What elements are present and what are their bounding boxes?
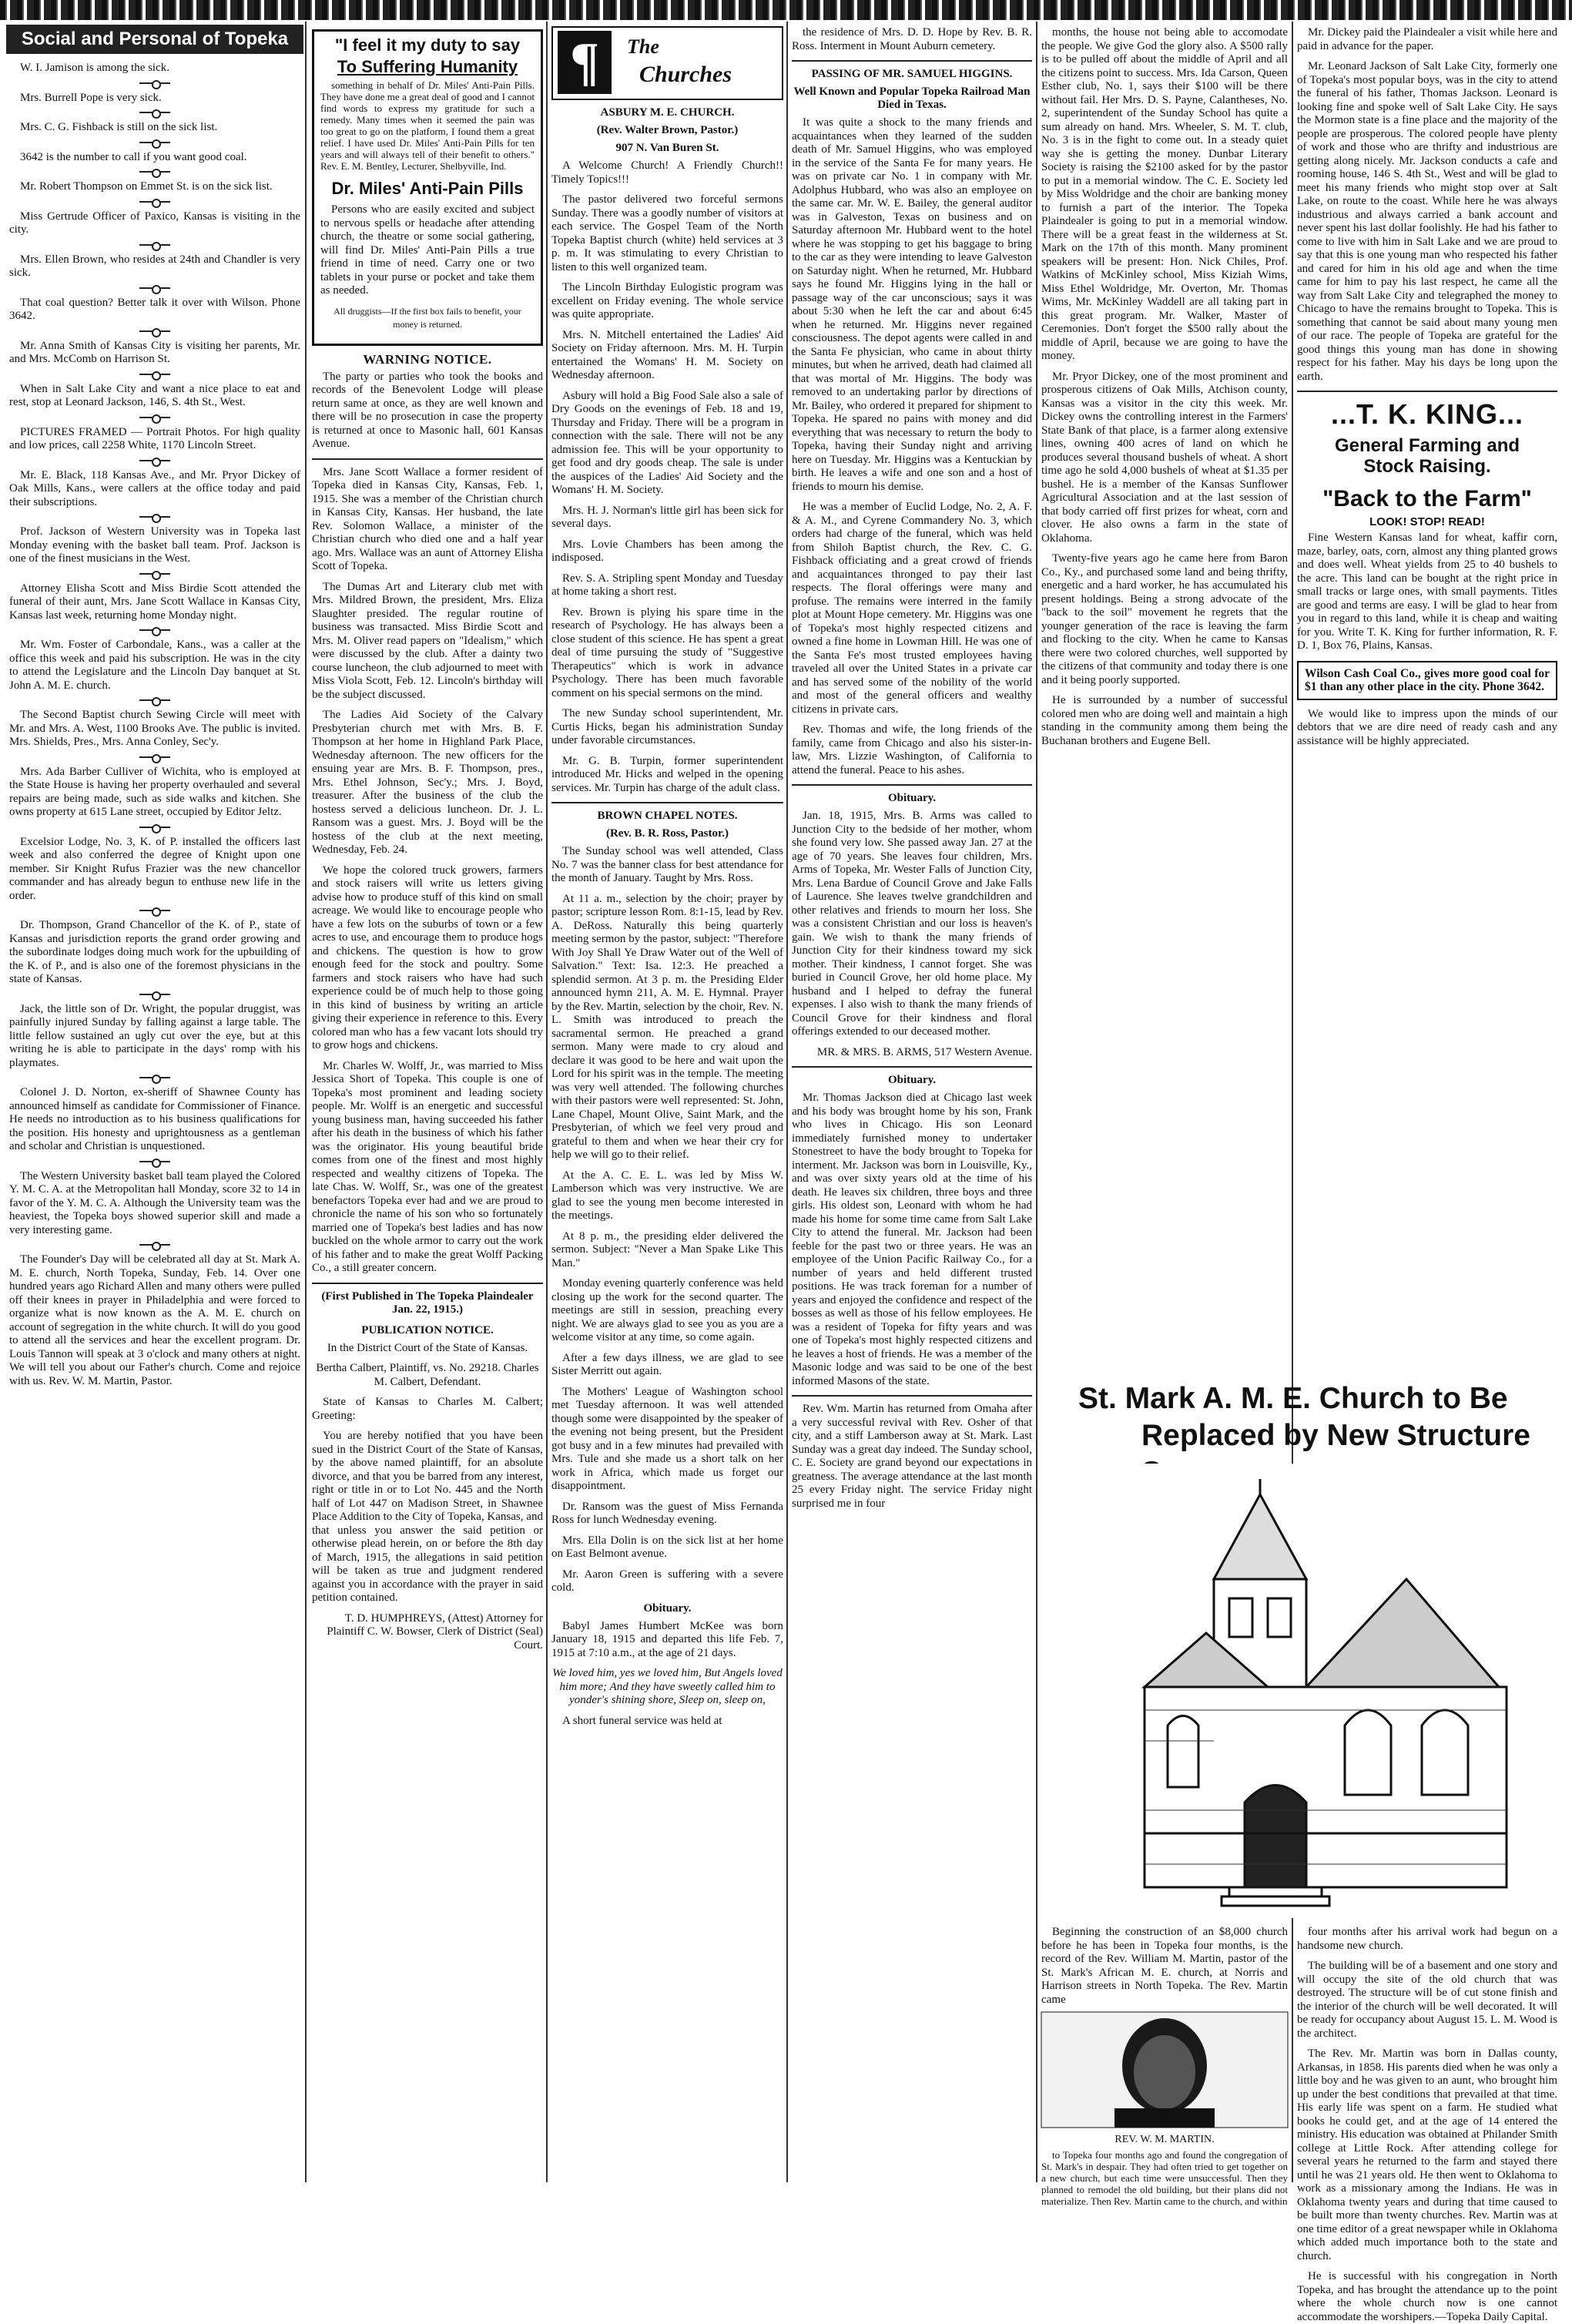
asbury-pastor: (Rev. Walter Brown, Pastor.) <box>596 124 739 136</box>
column-higgins <box>792 26 1032 2181</box>
ad-testimonial: something in behalf of Dr. Miles' Anti-Pain Pills. They have done me a great deal of good and I cannot find words to express my gratitude for such a remedy. Many times when it seemed the pain was too great to go on the platform, I found them a great relief. I have used Dr. Miles' Anti-Pain Pills for ten years and will always tell of their benefit to others." Rev. E. M. Bentley, Lecturer, Shelbyville, Ind. <box>320 79 535 172</box>
item-separator <box>139 112 170 113</box>
legal-court: In the District Court of the State of Kansas. <box>327 1341 528 1354</box>
asbury-paragraph: Mr. G. B. Turpin, former superintendent introduced Mr. Hicks and welped in the opening services. Mr. Turpin has charge of the adult class. <box>551 754 783 794</box>
item-separator <box>139 1077 170 1078</box>
brown-chapel-paragraph: After a few days illness, we are glad to see Sister Merritt out again. <box>551 1351 783 1377</box>
item-separator <box>139 994 170 995</box>
rally-paragraph: Mr. Pryor Dickey, one of the most prominent and prosperous citizens of Oak Mills, Atchison county, Kansas was a visitor in the city this week. Mr. Dickey owns the controlling interest in the Farmers' State Bank of that place, is a farmer along extensive lines, owning 400 acres of land on which he produces several thousand bushels of wheat. A short time ago he sold 4,000 bushels of wheat at $1.35 per bushel. He is a member of the Kansas Sunflower Agricultural Association and at the last session of that body carried off first prizes for wheat, corn and clover. He also owns a farm in the state of Oklahoma. <box>1041 370 1288 545</box>
social-item-paragraph: The Second Baptist church Sewing Circle will meet with Mr. and Mrs. A. West, 1100 Brooks Ave. The public is invited. Mrs. Shields, Pres., Mrs. Anna Conley, Sec'y. <box>9 709 300 748</box>
wilson-coal-ad <box>1297 661 1557 700</box>
stmark-left-text <box>1041 1926 1288 2018</box>
item-separator <box>139 516 170 518</box>
jackson-paragraph: Mr. Leonard Jackson of Salt Lake City, formerly one of Topeka's most popular boys, was in the city to attend the funeral of his father, Thomas Jackson. Leonard is looking fine and spoke well of Salt Lake City. He says the Mormon state is a fine place and the majority of the people are prosperous. The colored people have plenty of work and those who are thrifty and industrious are getting along nicely. Mr. Jackson conducts a cafe and rooming house, 146 S. 4th St., West and will be glad to meet his many friends who might stop over at Salt Lake, on route to the coast. While here he was always industrious and always carried a bank account and never spent his last dollar foolishly. He had his father to come to live with him in Salt Lake and we are proud to say that this is one young man who respected his father and cared for him in his old age and when the time came for him to pay his last respect, he came all the way from Salt Lake City and telegraphed the money to Chicago to have the remains brought to Topeka. This is something that cannot be said about many young men of our race. The people of Topeka are grateful for the good things this young man has done in showing respect for his father. May his days be long upon the earth. <box>1297 60 1557 383</box>
divider <box>312 1283 543 1284</box>
social-item-paragraph: Mr. Anna Smith of Kansas City is visiting her parents, Mr. and Mrs. McComb on Harrison St. <box>9 339 300 365</box>
notice-paragraph: Mrs. Jane Scott Wallace a former resident of Topeka died in Kansas City, Kansas, Feb. 1, 1915. She was a member of the Christian church in Kansas City, Kansas. Her husband, the late Rev. Solomon Wallace, a minister of the Christian church who died one and a half year ago. Mrs. Wallace was an aunt of Attorney Elisha Scott of Topeka. <box>312 465 543 572</box>
notice-paragraph: Mr. Charles W. Wolff, Jr., was married to Miss Jessica Short of Topeka. This couple is one of Topeka's most prominent and leading society people. Mr. Wolff is an energetic and successful young business man, having succeeded his father after his death in the business of which his father was the originator. His young beautiful bride comes from one of the finest and most highly respected and wealthy citizens of Topeka. The late Chas. W. Wolff, Sr., was one of the greatest benefactors Topeka ever had and we are proud to chronicle the name of his son who so fortunately married one of Topeka's best ladies and has now buckled on the whole armor to carry out the work of his father and to make the great Wolff Packing Co., a still greater concern. <box>312 1059 543 1274</box>
higgins-paragraphs <box>792 116 1032 777</box>
rally-paragraph: He is surrounded by a number of successful colored men who are doing well and maintain a high standing in the community among them being the Buchanan brothers and Eugene Bell. <box>1041 694 1288 747</box>
asbury-paragraphs <box>551 193 783 795</box>
social-item-paragraph: Mr. Robert Thompson on Emmet St. is on the sick list. <box>20 180 273 193</box>
asbury-paragraph: The Lincoln Birthday Eulogistic program was excellent on Friday evening. The whole service was quite appropriate. <box>551 281 783 320</box>
stmark-left-paragraph: Beginning the construction of an $8,000 church before he has been in Topeka four months, is the record of the Rev. William M. Martin, pastor of the St. Mark's African M. E. church, at Norris and Harrison streets in North Topeka. The Rev. Martin came <box>1041 1926 1288 2006</box>
church-illustration <box>1114 1464 1534 1918</box>
social-item-paragraph: The Western University basket ball team played the Colored Y. M. C. A. at the Metropolitan hall Monday, score 32 to 14 in favor of the Y. M. C. A. Although the University team was the heaviest, the Topeka boys showed superior skill and made a very interesting game. <box>9 1169 300 1236</box>
social-item-paragraph: When in Salt Lake City and want a nice place to eat and rest, stop at Leonard Jackson, 146, S. 4th St., West. <box>9 382 300 408</box>
stmark-right-text <box>1297 1926 1557 2323</box>
item-separator <box>139 374 170 375</box>
social-item-paragraph: PICTURES FRAMED — Portrait Photos. For high quality and low prices, call 2258 White, 1170 Lincoln Street. <box>9 425 300 451</box>
obituary-jackson-body: Mr. Thomas Jackson died at Chicago last week and his body was brought home by his son, Frank who lives in Chicago. His son Leonard immediately furnished money to undertaker Stonestreet to have the body brought to Topeka for interment. Mr. Jackson was born in Louisville, Ky., and was over sixty years old at the time of his death. He leaves six children, three boys and three girls. His oldest son, Leonard with whom he had made his home for some time came from Salt Lake City to attend the funeral. Mr. Jackson had been feeble for the past two or three years. He was an employee of the Union Pacific Railway Co., for a number of years and held different trusted positions. He was track foreman for a number of years and enjoyed the confidence and respect of the bosses as well as those of his fellow employees. He was a resident of Topeka for fifty years and was one of Topeka's most highly respected citizens and he leaves a host of friends. He was a member of the Masonic lodge and was said to be one of the best informed Masons of the state. <box>792 1092 1032 1387</box>
item-separator <box>139 573 170 575</box>
divider <box>792 1395 1032 1397</box>
social-item-paragraph: 3642 is the number to call if you want good coal. <box>20 150 247 163</box>
column-stmark-rally <box>1041 26 1288 1364</box>
item-separator <box>139 1161 170 1162</box>
obituary-title: Obituary. <box>643 1601 692 1615</box>
divider <box>312 458 543 460</box>
ad-body-text: Persons who are easily excited and subject to nervous spells or headache after attending church, the theatre or some social gathering, will find Dr. Miles' Anti-Pain Pills a true friend in time of need. Carry one or two tablets in your purse or pocket and take them as needed. <box>320 203 535 297</box>
legal-parties: Bertha Calbert, Plaintiff, vs. No. 29218. Charles M. Calbert, Defendant. <box>316 1362 539 1388</box>
tk-king-line1: General Farming and <box>1334 435 1520 456</box>
divider <box>792 60 1032 62</box>
stmark-headline-line1: St. Mark A. M. E. Church to Be <box>1078 1382 1508 1415</box>
asbury-paragraph: Asbury will hold a Big Food Sale also a sale of Dry Goods on the evenings of Feb. 18 and 19, Thursday and Friday. There will be a program in connection with the sale. There will not be any admission fee. This will be your opportunity to get food and dry goods cheap. The sale is under the auspices of the Ladies' Aid Society and the Womans' H. M. Society. <box>551 389 783 496</box>
item-separator <box>139 287 170 289</box>
brown-chapel-paragraphs <box>551 845 783 1595</box>
divider <box>551 802 783 803</box>
item-separator <box>139 1244 170 1246</box>
wilson-coal-text: Wilson Cash Coal Co., gives more good coal for $1 than any other place in the city. Phone 3642. <box>1305 666 1550 693</box>
item-separator <box>139 756 170 758</box>
brown-chapel-paragraph: The Mothers' League of Washington school met Tuesday afternoon. It was well attended though some were disappointed by the speaker of the evening not being present, but the President got busy and in a few minutes had prevailed with Mrs. Tule and she made us a short talk on her work in Africa, which made us forget our disappointment. <box>551 1385 783 1492</box>
item-separator <box>139 910 170 911</box>
asbury-paragraph: Mrs. H. J. Norman's little girl has been sick for several days. <box>551 504 783 530</box>
social-item-paragraph: Excelsior Lodge, No. 3, K. of P. installed the officers last week and also conferred the degree of Knight upon one member. Sir Knight Rufus Frazier was the new chancellor commander and has already begun to enthuse new life in the order. <box>9 835 300 902</box>
social-item-paragraph: The Founder's Day will be celebrated all day at St. Mark A. M. E. church, North Topeka, Sunday, Feb. 14. Over one hundred years ago Richard Allen and many others were pulled off their knees in prayer in Philadelphia and were forced to organize what is now known as the A. M. E. church on account of segregation in the white church. It will do you good to attend all the services and hear the excellent program. Dr. Louis Tannon will speak at 3 o'clock and many others at night. We will tell you about our Father's church. Come and rejoice with us. Rev. W. M. Martin, Pastor. <box>9 1253 300 1387</box>
brown-chapel-paragraph: At 8 p. m., the presiding elder delivered the sermon. Subject: "Never a Man Spake Like This Man." <box>551 1229 783 1269</box>
brown-chapel-paragraph: At 11 a. m., selection by the choir; prayer by pastor; scripture lesson Rom. 8:1-15, lead by Rev. A. DeRoss. Naturally this being quarterly meeting sermon by the pastor, subject: "Therefore With Joy Shall Ye Draw Water out of the Well of Salvation." Text: Isa. 12:3. He preached a splendid sermon. At 3 p. m. the Presiding Elder announced hymn 211, A. M. E. Hymnal. Prayer by the Rev. Martin, selection by the choir, Rev. N. L. Smith was introduced to preach the sacramental sermon. He preached a grand sermon. Many were made to cry aloud and declare it was good to be here and wait upon the Lord for his spirit was in the temple. The meeting was very well attended. The following churches with their pastors were well represented: St. John, Lane Chapel, Mount Olive, Saint Mark, and the Presbyterian, of which we feel very proud and grateful to them and when we hear their cry for help we will go to their relief. <box>551 892 783 1161</box>
rally-paragraph: Twenty-five years ago he came here from Baron Co., Ky., and purchased some land and being thrifty, energetic and a hard worker, he has accumulated his present holdings. Being a strong advocate of the "back to the soil" movement he regrets that the younger generation of the race is leaving the farm and flocking to the city. When he came to Kansas there were two colored churches, well supported by the citizens of that community and today there is one and it being poorly supported. <box>1041 552 1288 686</box>
ad-headline-1: "I feel it my duty to say <box>334 35 521 55</box>
asbury-paragraph: The pastor delivered two forceful sermons Sunday. There was a goodly number of visitors at each service. The Gospel Team of the North Topeka Baptist church (white) held services at 3 p. m. It was stimulating to every Christian to listen to this well organized team. <box>551 193 783 273</box>
stmark-right-intro: four months after his arrival work had begun on a handsome new church. <box>1297 1926 1557 1952</box>
notices-paragraphs <box>312 466 543 1276</box>
social-personal-title: Social and Personal of Topeka <box>6 25 303 54</box>
column-jackson-king <box>1297 26 1557 1364</box>
brown-chapel-title: BROWN CHAPEL NOTES. <box>597 810 738 822</box>
item-separator <box>139 82 170 84</box>
column-rule <box>1036 22 1037 2182</box>
jackson-paragraph: Mr. Dickey paid the Plaindealer a visit while here and paid in advance for the paper. <box>1297 26 1557 52</box>
social-item-paragraph: Miss Gertrude Officer of Paxico, Kansas is visiting in the city. <box>9 210 300 236</box>
dr-miles-advertisement <box>312 29 543 346</box>
brown-chapel-paragraph: Mrs. Ella Dolin is on the sick list at her home on East Belmont avenue. <box>551 1534 783 1560</box>
obituary-arms-signature: MR. & MRS. B. ARMS, 517 Western Avenue. <box>816 1045 1032 1058</box>
obituary-jackson-title: Obituary. <box>887 1074 937 1086</box>
rally-paragraphs <box>1041 26 1288 748</box>
column-social-personal <box>9 26 300 2181</box>
social-item-paragraph: Jack, the little son of Dr. Wright, the popular druggist, was painfully injured Sunday by falling against a large table. The little fellow sustained an ugly cut over the eye, but at this writing he is able to participate in the days' romp with his playmates. <box>9 1002 300 1069</box>
brown-chapel-paragraph: Dr. Ransom was the guest of Miss Fernanda Ross for lunch Wednesday evening. <box>551 1500 783 1526</box>
stmark-right-paragraph: The Rev. Mr. Martin was born in Dallas county, Arkansas, in 1858. His parents died when he was only a little boy and he was given to an aunt, who brought him up under the best conditions that prevailed at that time. His early life was spent on a farm. He studied what books he could get, and at the age of 14 entered the ministry. His education was obtained at Philander Smith college at Little Rock. After attending college for several years he returned to the farm and stayed there until he was 21 years old. He then went to Oklahoma to work as a missionary among the Indians. He was in Oklahoma twenty years and during that time caused to be built more than twenty churches. Rev. Martin was at one time editor of a great newspaper while in Oklahoma which added much importance both to the state and church. <box>1297 2047 1557 2262</box>
asbury-paragraph: Rev. Brown is plying his spare time in the research of Psychology. He has always been a close student of this science. He has spent a great deal of time pursuing the study of "Suggestive Therapeutics" which is work in advance Psychology. There has been much favorable comment on his special sermons on the mind. <box>551 605 783 699</box>
item-separator <box>139 201 170 203</box>
jackson-paragraphs <box>1297 26 1557 384</box>
column-rule <box>546 22 548 2182</box>
item-separator <box>139 460 170 461</box>
warning-notice-title: WARNING NOTICE. <box>363 351 492 367</box>
asbury-title: ASBURY M. E. CHURCH. <box>600 106 735 119</box>
divider <box>1297 391 1557 392</box>
martin-portrait-block <box>1041 2012 1288 2207</box>
asbury-paragraph: Mrs. Lovie Chambers has been among the indisposed. <box>551 538 783 564</box>
obituary-arms-title: Obituary. <box>887 792 937 804</box>
divider <box>792 1066 1032 1068</box>
debtors-notice: We would like to impress upon the minds of our debtors that we are dire need of ready cash and any assistance will be highly appreciated. <box>1297 707 1557 747</box>
stmark-right-paragraph: He is successful with his congregation in North Topeka, and has brought the attendance up to the point where the whole church now is one cannot accommodate the worshipers.—Topeka Daily Capital. <box>1297 2270 1557 2323</box>
social-item-paragraph: Mrs. Ellen Brown, who resides at 24th and Chandler is very sick. <box>9 253 300 279</box>
warning-notice-body: The party or parties who took the books and records of the Benevolent Lodge will please return same at once, as they are well known and there will be no prosecution in case the property is returned at once to Masonic hall, 601 Kansas Avenue. <box>312 370 543 450</box>
brown-chapel-paragraph: Mr. Aaron Green is suffering with a severe cold. <box>551 1568 783 1594</box>
legal-greeting: State of Kansas to Charles M. Calbert; Greeting: <box>312 1396 543 1422</box>
martin-caption: REV. W. M. MARTIN. <box>1114 2134 1215 2145</box>
social-item-paragraph: Prof. Jackson of Western University was in Topeka last Monday evening with the basket ball team. Prof. Jackson is one of the finest musicians in the West. <box>9 525 300 565</box>
stmark-right-building: The building will be of a basement and one story and will occupy the site of the old church that was destroyed. The structure will be of cut stone finish and the interior of the church will be well decorated. It will be ready for occupancy about August 15. L. M. Wood is the architect. <box>1297 1960 1557 2040</box>
divider <box>792 784 1032 786</box>
churches-header-the: The <box>627 35 659 58</box>
legal-body: You are hereby notified that you have been sued in the District Court of the State of Kansas, by the above named plaintiff, for an absolute divorce, and that you be barred from any interest, right or title in or to Lot No. 445 and the North half of Lot 447 on Madison Street, in Shawnee Place Addition to the City of Topeka, Kansas, and that unless you answer the said petition or otherwise plead herein, on or before the 8th day of March, 1915, the allegations in said petition will be taken as true and judgment rendered against you in accordance with the prayer in said petition contained. <box>312 1430 543 1604</box>
higgins-title: PASSING OF MR. SAMUEL HIGGINS. <box>811 68 1013 80</box>
item-separator <box>139 827 170 828</box>
obituary-body: Babyl James Humbert McKee was born January 18, 1915 and departed this life Feb. 7, 1915 at 7:10 a.m., at the age of 21 days. <box>551 1619 783 1659</box>
look-stop-read: LOOK! STOP! READ! <box>1369 515 1485 528</box>
notice-paragraph: We hope the colored truck growers, farmers and stock raisers will write us letters giving advise how to produce stuff of this kind on small acreage. We would like to encourage people who have a few lots on the suburbs of town or a few acres to use, and encourage them to produce hogs and chickens. The question is how to grow enough feed for the stock and poultry. Some farmers and stock raisers who have had such experience could be of much help to those going in this kind of business by writing an article giving their experience in reference to this. Every colored man who has a few vacant lots should try to grow hogs and chickens. <box>312 864 543 1051</box>
social-item-paragraph: Attorney Elisha Scott and Miss Birdie Scott attended the funeral of their aunt, Mrs. Jane Scott Wallace in Kansas City, Kansas last week, returning home Monday night. <box>9 582 300 622</box>
item-separator <box>139 171 170 173</box>
column-notices <box>312 26 543 2181</box>
martin-paragraph: Rev. Wm. Martin has returned from Omaha after a very successful revival with Rev. Osher of that city, and a stiff Lamberson away at St. Mark. Last Sunday was a great day indeed. The Sunday school, C. E. Society are grand beyond our expectations in greatness. The average attendance at the last month 25 every Friday night. The service Friday night surprised me in four <box>792 1403 1032 1510</box>
churches-section-header <box>551 26 783 100</box>
rally-paragraph: months, the house not being able to accomodate the people. We give God the glory also. A $500 rally is to be pulled off about the middle of April and all the citizens point to success. Mrs. Ida Carson, Queen Esther club, No. 1, says their $100 will be there without fail. Her Mrs. D. S. Payne, Calantheses, No. 2, superintendent of the Sunday School has quite a sum already on hand. Mrs. Wheeler, S. M. T. club, No. 3 is in the fight to come out. In a steady quiet way she is getting the money. Dunbar Literary Society is raising the $2100 asked for by the pastor to put in a memorial window. The C. E. Society led by Miss Woldridge and the choir are banking money to furnish a part of the interior. The Topeka Plaindealer is going to put in a memorial window. There will be a great feast in the wilderness at St. Mark on the 17th of this month. Many prominent speakers will be present: Hon. Nick Chiles, Prof. Watkins of McKinley school, Miss Kiziah Wims, Miss Ethel Woldridge, Mr. Overton, Mr. Thomas Wims, Mr. McKinley Waddell are all taking part in this great program. Mr. Walker, Master of Ceremonies. Don't forget the $500 rally about the middle of April, because we are going to have the money. <box>1041 26 1288 362</box>
brown-chapel-paragraph: Monday evening quarterly conference was held closing up the work for the second quarter. The meetings are still in session, preaching every night. We are always glad to see you as you are a welcome visitor at any time, so come again. <box>551 1277 783 1343</box>
legal-signature: T. D. HUMPHREYS, (Attest) Attorney for Plaintiff C. W. Bowser, Clerk of District (Seal) Court. <box>327 1611 543 1652</box>
asbury-paragraph: Mrs. N. Mitchell entertained the Ladies' Aid Society on Friday afternoon. Mrs. M. H. Turpin entertained the Womans' H. M. Society on Wednesday afternoon. <box>551 328 783 381</box>
page-top-edge <box>0 0 1572 20</box>
higgins-subtitle: Well Known and Popular Topeka Railroad Man Died in Texas. <box>793 86 1031 111</box>
social-item-paragraph: Mrs. C. G. Fishback is still on the sick list. <box>20 121 218 133</box>
pilcrow-icon: ¶ <box>558 31 612 94</box>
asbury-paragraph: Rev. S. A. Stripling spent Monday and Tuesday at home taking a short rest. <box>551 572 783 598</box>
item-separator <box>139 142 170 143</box>
higgins-paragraph: He was a member of Euclid Lodge, No. 2, A. F. & A. M., and Cyrene Commandery No. 3, which orders had charge of the funeral, which was held from Shiloh Baptist church, the Rev. C. G. Fishback officiating and a great crowd of friends and acquaintances thronged to pay their last respects. The floral offerings were many and profuse. The remains were interred in the family plot at Mount Hope cemetery. Mr. Higgins was one of Topeka's most highly respected citizens and owned a fine home in Lowman Hill. He was one of the Santa Fe's most trusted employees having traveled all over the United States in a private car and has served some of the nobility of the world and most of the general officers and wealthy citizens in private cars. <box>792 501 1032 716</box>
obituary-arms-body: Jan. 18, 1915, Mrs. B. Arms was called to Junction City to the bedside of her mother, whom she found very low. She passed away Jan. 27 at the age of 70 years. She leaves four children, Mrs. Arms of Topeka, Mr. Wester Falls of Junction City, Mrs. Lena Bardue of Council Grove and Jake Falls of Laurence. She leaves twelve grandchildren and other relatives and friends to mourn her loss. She was a consistent Christian and our loss is heaven's gain. We wish to thank the many friends of Junction City for their kindness toward my sick mother. Their kindness, I cannot forget. She was buried in Council Grove, her old home place. My husband and I helped to defray the funeral expenses. I also wish to thank the many friends of Council Grove for their kindness and floral offerings extended to our deceased mother. <box>792 810 1032 1038</box>
ad-footer: All druggists—If the first box fails to benefit, your money is returned. <box>334 305 521 330</box>
stmark-left-paragraph-2: to Topeka four months ago and found the congregation of St. Mark's in despair. They had often tried to get together on a new church, but each time were unsuccessful. Then they planned to remodel the old building, but their plans did not materialize. Then Rev. Martin came to the church, and within <box>1041 2149 1288 2207</box>
ad-brand-name: Dr. Miles' Anti-Pain Pills <box>331 179 524 198</box>
social-item-paragraph: Dr. Thompson, Grand Chancellor of the K. of P., state of Kansas and jurisdiction reports the grand order growing and the subordinate lodges doing much work for the upbuilding of the K. of P., and is also one of the foremost physicians in the state of Kansas. <box>9 919 300 985</box>
legal-notice-title: PUBLICATION NOTICE. <box>361 1323 494 1336</box>
item-separator <box>139 330 170 332</box>
column-rule <box>305 22 307 2182</box>
asbury-tagline: A Welcome Church! A Friendly Church!! Timely Topics!!! <box>551 159 783 186</box>
obituary-end: A short funeral service was held at <box>562 1714 722 1727</box>
item-separator <box>139 417 170 418</box>
column-churches <box>551 26 783 2181</box>
higgins-paragraph: Rev. Thomas and wife, the long friends of the family, came from Chicago and also his sister-in-law, Mrs. Lizzie Washington, of California to attend the funeral. Peace to his ashes. <box>792 723 1032 776</box>
brown-chapel-paragraph: At the A. C. E. L. was led by Miss W. Lamberson which was very instructive. We are glad to see the young men become interested in the meetings. <box>551 1169 783 1222</box>
stmark-headline-line2: Replaced by New Structure <box>1141 1419 1530 1452</box>
asbury-paragraph: The new Sunday school superintendent, Mr. Curtis Hicks, began his administration Sunday under favorable circumstances. <box>551 707 783 746</box>
social-item-paragraph: Mr. E. Black, 118 Kansas Ave., and Mr. Pryor Dickey of Oak Mills, Kans., were callers at the office today and paid their subscriptions. <box>9 468 300 508</box>
social-item-paragraph: Colonel J. D. Norton, ex-sheriff of Shawnee County has announced himself as candidate for Commissioner of Finance. He needs no introduction as to his business qualifications for the position. His honesty and uprightousness as a gentleman and scholar and Christian is unquestioned. <box>9 1086 300 1152</box>
social-items-list <box>9 62 300 1388</box>
tk-king-name: ...T. K. KING... <box>1330 398 1524 430</box>
legal-publication-line: (First Published in The Topeka Plaindealer Jan. 22, 1915.) <box>321 1289 534 1316</box>
ad-headline-2: To Suffering Humanity <box>337 57 518 76</box>
brown-chapel-paragraph: The Sunday school was well attended, Class No. 7 was the banner class for best attendance for the month of January. Taught by Mrs. Ross. <box>551 845 783 884</box>
column-rule <box>786 22 788 2182</box>
social-item-paragraph: Mrs. Burrell Pope is very sick. <box>20 91 162 104</box>
churches-header-title: Churches <box>639 62 732 87</box>
social-item-paragraph: Mrs. Ada Barber Culliver of Wichita, who is employed at the State House is having her property overhauled and several repairs are being made, such as side walks and kitchen. She owns property at 615 Lane street, occupied by Editor Jeltz. <box>9 765 300 818</box>
item-separator <box>139 629 170 631</box>
item-separator <box>139 699 170 701</box>
brown-chapel-pastor: (Rev. B. R. Ross, Pastor.) <box>605 827 729 840</box>
tk-king-line2: Stock Raising. <box>1363 456 1491 477</box>
social-item-paragraph: Mr. Wm. Foster of Carbondale, Kans., was a caller at the office this week and paid his subscription. He was in the city to attend the Legislature and the Lincoln Day banquet at St. John A. M. E. church. <box>9 639 300 692</box>
item-separator <box>139 244 170 246</box>
obituary-poem: We loved him, yes we loved him, But Angels loved him more; And they have sweetly called him to yonder's shining shore, Sleep on, sleep on, <box>552 1667 783 1706</box>
social-item-paragraph: W. I. Jamison is among the sick. <box>20 62 170 74</box>
notice-paragraph: The Ladies Aid Society of the Calvary Presbyterian church met with Mrs. B. F. Thompson at her home in Highland Park Place, Wednesday afternoon. The new officers for the ensuing year are Mrs. B. F. Thompson, pres., Mrs. Ethel Johnson, Sec'y.; Mrs. J. Boyd, treasurer. After the business of the club the hostess served a delicious luncheon. Dr. J. L. Ransom was a guest. Mrs. J. Boyd will be the hostess of the club at the next meeting, Wednesday, Feb. 24. <box>312 709 543 856</box>
martin-portrait <box>1041 2012 1288 2128</box>
higgins-paragraph: It was quite a shock to the many friends and acquaintances when they learned of the sudden death of Mr. Samuel Higgins, who was employed in the service of the Santa Fe for many years. He was on private car No. 1 in company with Mr. Adolphus Hubbard, who was also an employee on the same car. Mr. W. E. Bailey, the general auditor was in Galveston, Texas on business and on Saturday afternoon Mr. Hubbard went to the hotel where he was stopping to get his baggage to bring to the car as they were intending to leave Galveston on Saturday night. When he returned, Mr. Hubbard says he found Mr. Higgins lying in the hall or passage way of the car unconscious; says it was about 5:30 when he left the car and about 6:45 when he returned. Mr. Higgins never regained consciousness. The depot agents were called in and the Santa Fe physician, who came in about thirty minutes, but when he arrived, death had claimed all that was mortal of Mr. Higgins. The body was removed to an undertaking parlor by directions of Mr. Bailey, who ordered it prepared for shipment to Topeka. He spared no pains with money and did everything that was necessary to return the body to Topeka, having their Sunday night and arriving here on Tuesday. Mr. Higgins was a Kentuckian by birth. He leaves a wife and one son and a host of friends to mourn his demise. <box>792 116 1032 493</box>
social-item-paragraph: That coal question? Better talk it over with Wilson. Phone 3642. <box>9 296 300 322</box>
back-to-farm: "Back to the Farm" <box>1322 486 1532 511</box>
residence-paragraph: the residence of Mrs. D. D. Hope by Rev. B. R. Ross. Interment in Mount Auburn cemetery. <box>792 26 1032 52</box>
notice-paragraph: The Dumas Art and Literary club met with Mrs. Mildred Brown, the president, Mrs. Eliza Slaughter presided. The regular routine of business was transacted. Miss Birdie Scott and Mrs. M. Oliver read papers on "Idealism," which were discussed by the club. After a dainty two course luncheon, the club adjourned to meet with Miss Viola Scott, Feb. 12. Lincoln's birthday will be the subject discussed. <box>312 580 543 701</box>
asbury-address: 907 N. Van Buren St. <box>615 142 719 154</box>
tk-king-body: Fine Western Kansas land for wheat, kaffir corn, maze, barley, oats, corn, almost any thing planted grows and does well. Wheat yields from 25 to 40 bushels to the acre. This land can be bought at the right price in small tracks or large ones, with small payments. Titles are good and terms are easy. I will be glad to hear from you in regard to this land, while it is cheap and waiting for you. Write T. K. King for further information, R. F. D. 1, Box 76, Plains, Kansas. <box>1297 532 1557 652</box>
